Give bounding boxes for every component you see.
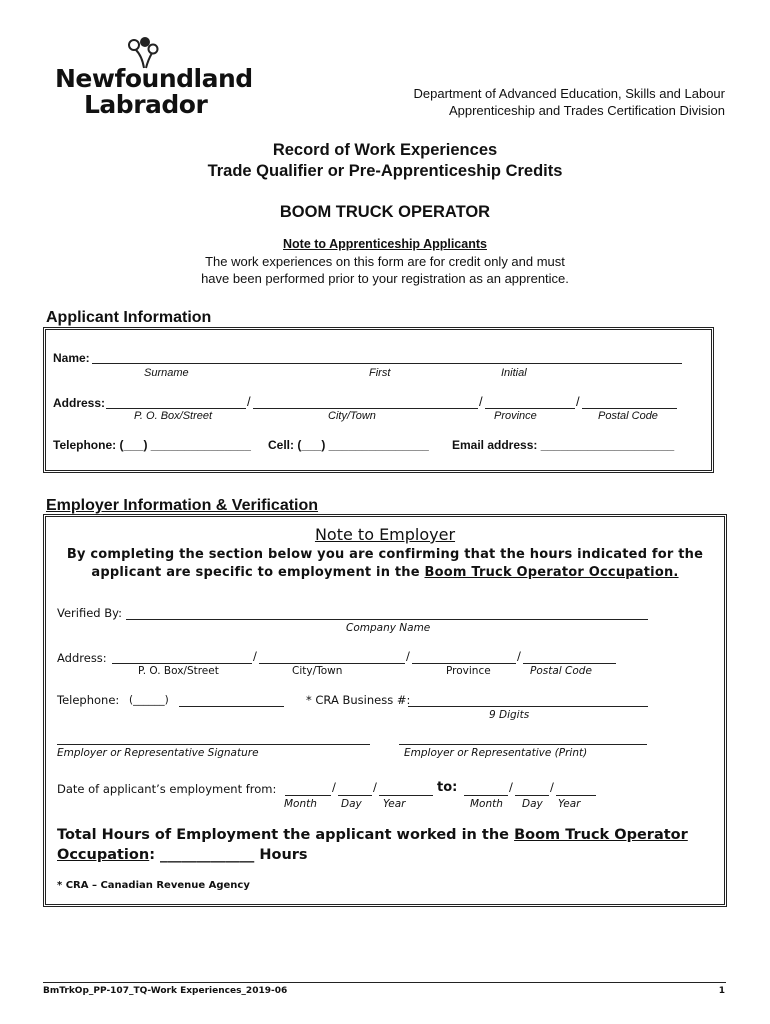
employer-province-field[interactable] [412, 663, 516, 664]
signature-caption: Employer or Representative Signature [57, 747, 259, 759]
division-name: Apprenticeship and Trades Certification Division [448, 103, 725, 118]
province-caption: Province [494, 410, 537, 422]
employer-po-box-caption: P. O. Box/Street [138, 665, 219, 677]
government-logo [50, 36, 253, 124]
city-caption: City/Town [328, 410, 376, 422]
from-month-field[interactable] [285, 795, 331, 796]
applicant-section-heading: Applicant Information [46, 309, 212, 326]
from-year-field[interactable] [379, 795, 433, 796]
logo-line-labrador: Labrador [84, 90, 208, 119]
employer-city-field[interactable] [259, 663, 405, 664]
total-hours-line1 [57, 827, 688, 843]
signature-field[interactable] [57, 744, 370, 745]
footer-form-code: BmTrkOp_PP-107_TQ-Work Experiences_2019-06 [43, 986, 288, 996]
print-name-field[interactable] [399, 744, 647, 745]
to-day-field[interactable] [515, 795, 549, 796]
po-box-caption: P. O. Box/Street [134, 410, 213, 422]
total-hours-text: Total Hours of Employment the applicant worked in the [57, 827, 515, 843]
from-date-separator-2: / [373, 780, 377, 794]
name-label: Name: [53, 351, 90, 365]
cra-footnote: * CRA – Canadian Revenue Agency [57, 880, 250, 891]
to-day-caption: Day [522, 798, 543, 810]
verified-by-label: Verified By: [57, 606, 122, 620]
email-field[interactable]: Email address: ____________________ [452, 438, 675, 452]
from-month-caption: Month [284, 798, 317, 810]
street-field[interactable] [106, 408, 246, 409]
employer-section-heading: Employer Information & Verification [46, 497, 319, 514]
note-employer-line2-text: applicant are specific to employment in the [91, 565, 425, 580]
print-name-caption: Employer or Representative (Print) [404, 747, 588, 759]
note-employer-heading: Note to Employer [314, 525, 456, 544]
postal-caption: Postal Code [598, 410, 658, 422]
to-year-field[interactable] [556, 795, 596, 796]
occupation-word: Occupation [57, 847, 150, 863]
total-hours-line2 [57, 847, 308, 863]
footer-page-number: 1 [718, 986, 725, 996]
total-hours-field[interactable]: : _____________ Hours [149, 847, 308, 863]
from-day-field[interactable] [338, 795, 372, 796]
employer-telephone-area-code[interactable]: (______) [129, 694, 169, 706]
note-applicants-line1: The work experiences on this form are for credit only and must [205, 254, 565, 269]
postal-field[interactable] [582, 408, 677, 409]
employer-postal-field[interactable] [523, 663, 616, 664]
logo-line-newfoundland: Newfoundland [55, 64, 253, 93]
address-label: Address: [53, 396, 106, 410]
employer-address-separator-1: / [253, 649, 257, 663]
address-separator-1: / [247, 394, 251, 409]
cra-business-label: * CRA Business #: [306, 693, 411, 707]
note-employer-line1: By completing the section below you are confirming that the hours indicated for the [66, 547, 704, 562]
form-title: Record of Work Experiences [272, 141, 498, 159]
note-applicants-line2: have been performed prior to your registration as an apprentice. [201, 271, 569, 286]
telephone-field[interactable]: Telephone: (___) _______________ [53, 438, 251, 452]
address-separator-2: / [479, 394, 483, 409]
surname-caption: Surname [144, 367, 189, 379]
employer-street-field[interactable] [112, 663, 252, 664]
note-employer-line2 [46, 565, 724, 580]
from-day-caption: Day [341, 798, 362, 810]
trade-name: BOOM TRUCK OPERATOR [279, 203, 491, 221]
address-separator-3: / [576, 394, 580, 409]
occupation-emphasis: Boom Truck Operator Occupation. [424, 565, 679, 580]
employer-province-caption: Province [446, 665, 491, 677]
to-date-separator-1: / [509, 780, 513, 794]
company-name-field[interactable] [126, 619, 648, 620]
employer-address-label: Address: [57, 651, 107, 665]
total-hours-occupation: Boom Truck Operator [514, 827, 688, 843]
to-month-caption: Month [470, 798, 503, 810]
department-header [325, 85, 725, 119]
to-month-field[interactable] [464, 795, 508, 796]
department-name: Department of Advanced Education, Skills and Labour [413, 86, 725, 101]
applicant-info-box [43, 327, 714, 473]
name-field[interactable] [92, 363, 682, 364]
employer-address-separator-2: / [406, 649, 410, 663]
employment-date-label: Date of applicant’s employment from: [57, 782, 277, 796]
to-year-caption: Year [558, 798, 581, 810]
nine-digits-caption: 9 Digits [489, 709, 530, 721]
employer-postal-caption: Postal Code [530, 665, 592, 677]
form-subtitle: Trade Qualifier or Pre-Apprenticeship Credits [207, 162, 563, 180]
employer-address-separator-3: / [517, 649, 521, 663]
city-field[interactable] [253, 408, 478, 409]
employer-city-caption: City/Town [292, 665, 343, 677]
employer-info-box [43, 514, 727, 907]
employer-telephone-label: Telephone: [57, 693, 120, 707]
first-caption: First [369, 367, 391, 379]
footer-rule [43, 982, 726, 983]
cra-business-field[interactable] [408, 706, 648, 707]
province-field[interactable] [485, 408, 575, 409]
to-label: to: [437, 780, 458, 795]
note-applicants-heading: Note to Apprenticeship Applicants [283, 237, 487, 251]
initial-caption: Initial [501, 367, 527, 379]
from-date-separator-1: / [332, 780, 336, 794]
cell-field[interactable]: Cell: (___) _______________ [268, 438, 429, 452]
from-year-caption: Year [383, 798, 406, 810]
company-name-caption: Company Name [346, 622, 431, 634]
to-date-separator-2: / [550, 780, 554, 794]
employer-telephone-field[interactable] [179, 706, 284, 707]
